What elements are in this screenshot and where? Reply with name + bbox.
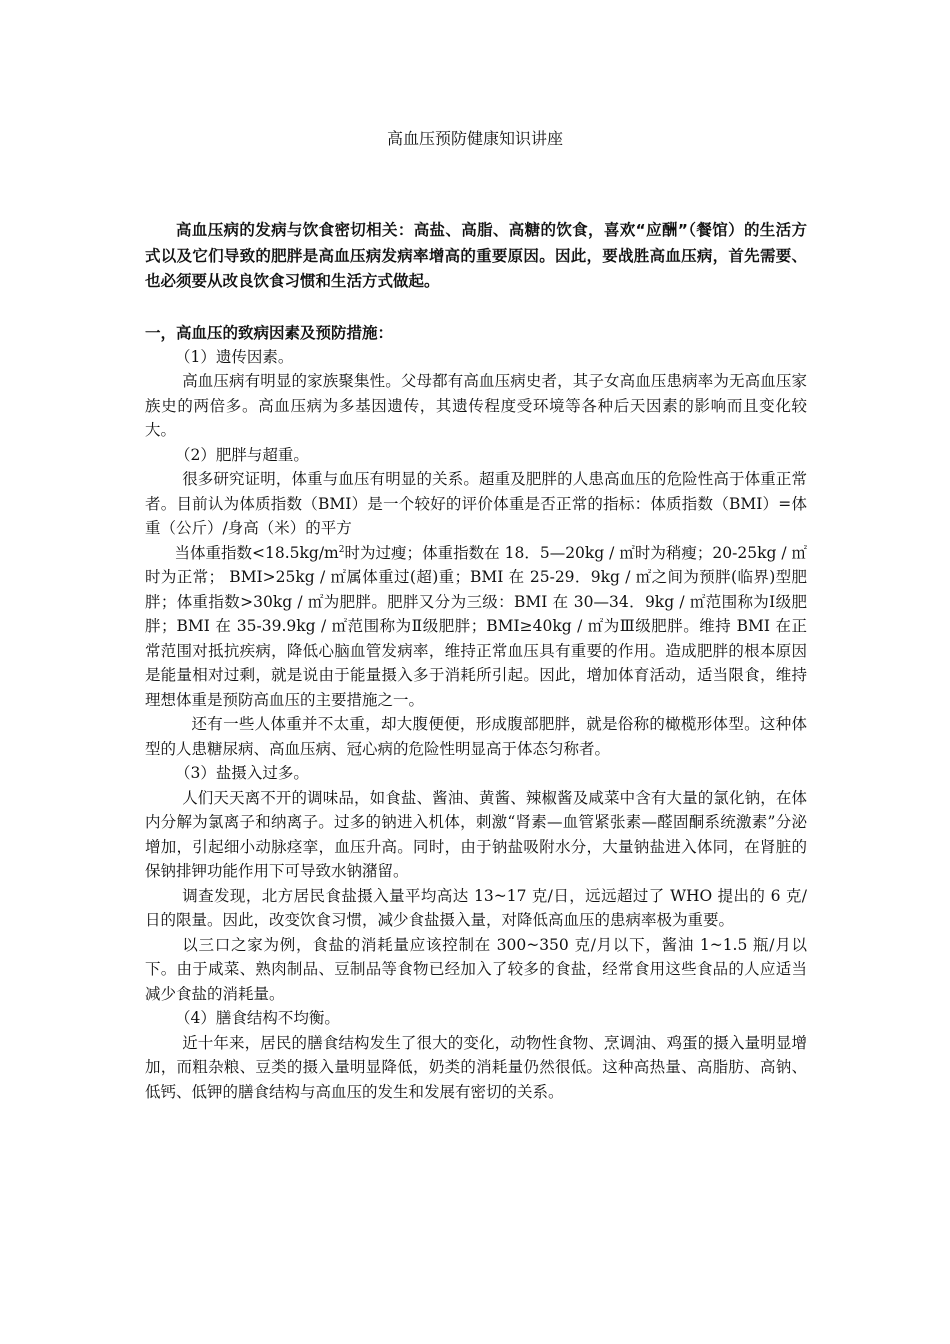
document-body xyxy=(145,218,807,1104)
bmi-text-rest: 时为过瘦；体重指数在 18．5—20kg / ㎡时为稍瘦；20-25kg / ㎡时为正常； BMI>25kg / ㎡属体重过(超)重；BMI 在 25-29．9kg / ㎡之间为预胖(临界)型肥胖；体重指数>30kg / ㎡为肥胖。肥胖又分为三级：BMI 在 30—34．9kg / ㎡范围称为Ⅰ级肥胖；BMI 在 35-39.9kg / ㎡范围称为Ⅱ级肥胖；BMI≥40kg / ㎡为Ⅲ级肥胖。维持 BMI 在正常范围对抵抗疾病，降低心脑血管发病率，维持正常血压具有重要的作用。造成肥胖的根本原因是能量相对过剩，就是说由于能量摄入多于消耗所引起。因此，增加体育活动，适当限食，维持理想体重是预防高血压的主要措施之一。 xyxy=(145,543,808,709)
paragraph-obesity: 很多研究证明，体重与血压有明显的关系。超重及肥胖的人患高血压的危险性高于体重正常者。目前认为体质指数（BMI）是一个较好的评价体重是否正常的指标：体质指数（BMI）=体重（公斤）/身高（米）的平方 xyxy=(145,470,807,537)
subheading-genetics: （1）遗传因素。 xyxy=(175,347,294,366)
subheading-salt: （3）盐摄入过多。 xyxy=(175,764,309,782)
paragraph-family: 以三口之家为例，食盐的消耗量应该控制在 300~350 克/月以下，酱油 1~1.5 瓶/月以下。由于咸菜、熟肉制品、豆制品等食物已经加入了较多的食盐，经常食用这些食品的人应适当减少食盐的消耗量。 xyxy=(145,935,807,1003)
paragraph-genetics: 高血压病有明显的家族聚集性。父母都有高血压病史者，其子女高血压患病率为无高血压家族史的两倍多。高血压病为多基因遗传，其遗传程度受环境等各种后天因素的影响而且变化较大。 xyxy=(145,372,807,439)
document-title: 高血压预防健康知识讲座 xyxy=(386,129,563,148)
paragraph-diet: 近十年来，居民的膳食结构发生了很大的变化，动物性食物、烹调油、鸡蛋的摄入量明显增加，而粗杂粮、豆类的摄入量明显降低，奶类的消耗量仍然很低。这种高热量、高脂肪、高钠、低钙、低钾的膳食结构与高血压的发生和发展有密切的关系。 xyxy=(145,1033,807,1101)
superscript: 2 xyxy=(338,544,345,555)
subheading-diet: （4）膳食结构不均衡。 xyxy=(175,1009,340,1027)
section-heading: 一，高血压的致病因素及预防措施： xyxy=(145,323,394,342)
intro-paragraph: 高血压病的发病与饮食密切相关：高盐、高脂、高糖的饮食，喜欢“应酬”（餐馆）的生活方式以及它们导致的肥胖是高血压病发病率增高的重要原因。因此，要战胜高血压病，首先需要、也必须要从改良饮食习惯和生活方式做起。 xyxy=(145,221,807,290)
paragraph-bmi xyxy=(145,541,807,713)
subheading-obesity: （2）肥胖与超重。 xyxy=(175,445,309,464)
bmi-text-start: 当体重指数<18.5kg/m xyxy=(174,543,339,562)
paragraph-abdominal-obesity: 还有一些人体重并不太重，却大腹便便，形成腹部肥胖，就是俗称的橄榄形体型。这种体型的人患糖尿病、高血压病、冠心病的危险性明显高于体态匀称者。 xyxy=(145,715,807,758)
paragraph-survey: 调查发现，北方居民食盐摄入量平均高达 13~17 克/日，远远超过了 WHO 提出的 6 克/日的限量。因此，改变饮食习惯，减少食盐摄入量，对降低高血压的患病率极为重要。 xyxy=(145,886,807,929)
paragraph-salt: 人们天天离不开的调味品，如食盐、酱油、黄酱、辣椒酱及咸菜中含有大量的氯化钠，在体内分解为氯离子和纳离子。过多的钠进入机体，刺激“肾素—血管紧张素—醛固酮系统激素”分泌增加，引起细小动脉痉挛，血压升高。同时，由于钠盐吸附水分，大量钠盐进入体同，在肾脏的保钠排钾功能作用下可导致水钠潴留。 xyxy=(145,788,807,880)
spacer xyxy=(145,295,807,321)
